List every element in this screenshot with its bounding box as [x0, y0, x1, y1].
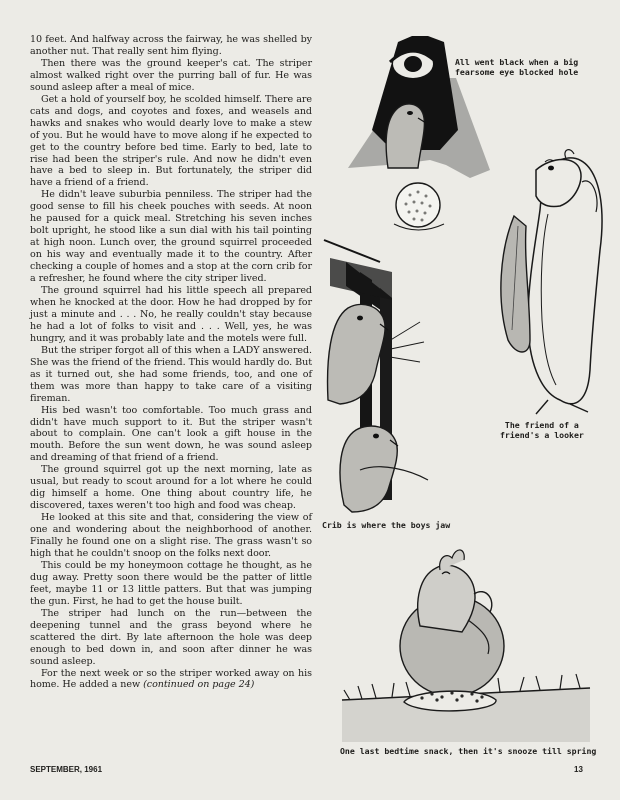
- paragraph: 10 feet. And halfway across the fairway, he was shelled by another nut. That really sent him flying.: [30, 34, 312, 57]
- paragraph: Then there was the ground keeper's cat. The striper almost walked right over the purring ball of fur. He was sound asleep after a meal of mice.: [30, 57, 312, 93]
- paragraph: His bed wasn't too comfortable. Too much grass and didn't have much support to it. But the striper wasn't about to complain. One can't look a gift house in the mouth. Before the sun went down, he was sound asleep and dreaming of that friend of a friend.: [30, 404, 312, 464]
- lady-squirrel-illustration: [501, 150, 602, 414]
- article-text: [30, 34, 312, 691]
- caption-line: friend's a looker: [500, 430, 584, 440]
- paragraph: But the striper forgot all of this when a LADY answered. She was the friend of the friend. This would hardly do. But as it turned out, she had some friends, too, and one of them was more than happy to take care of a visiting fireman.: [30, 344, 312, 404]
- caption-line: All went black when a big: [455, 57, 579, 67]
- paragraph: The ground squirrel got up the next morning, late as usual, but ready to scout around for a lot where he could dig himself a home. One thing about country life, he discovered, taxes weren't too high and food was cheap.: [30, 464, 312, 512]
- paragraph: He looked at this site and that, considering the view of one and wondering about the neighborhood of another. Finally he found one on a slight rise. The grass wasn't so high that he couldn't snoop on the folks next door.: [30, 512, 312, 559]
- paragraph: He didn't leave suburbia penniless. The striper had the good sense to fill his cheek pouches with seeds. At noon he paused for a quick meal. Stretching his seven inches bolt upright, he stood like a sun dial with his tail pointing at high noon. Lunch over, the ground squirrel proceeded on his way and eventually made it to the country. After checking a couple of homes and a stop at the corn crib for a refresher, he found where the city striper lived.: [30, 189, 312, 285]
- paragraph: This could be my honeymoon cottage he thought, as he dug away. Pretty soon there would be the patter of little feet, maybe 11 or 13 little patters. But that was jumping the gun. First, he had to get the house built.: [30, 559, 312, 607]
- crib-illustration: [322, 240, 428, 520]
- caption-snack: One last bedtime snack, then it's snooze till spring: [340, 746, 597, 756]
- caption-crib: Crib is where the boys jaw: [322, 520, 451, 530]
- caption-eye: [455, 57, 578, 77]
- caption-line: fearsome eye blocked hole: [455, 67, 579, 77]
- footer-date: SEPTEMBER, 1961: [30, 765, 103, 774]
- caption-looker: [500, 420, 584, 440]
- paragraph: Get a hold of yourself boy, he scolded himself. There are cats and dogs, and coyotes and foxes, and weasels and hawks and snakes who would dearly love to make a stew of you. But he would have to move along if he expected to get to the country before bed time. Early to bed, late to rise had been the striper's rule. And now he didn't even have a bed to sleep in. But fortunately, the striper did have a friend of a friend.: [30, 93, 312, 189]
- last-paragraph-text: For the next week or so the striper worked away on his home. He added a new: [30, 667, 312, 691]
- paragraph: The ground squirrel had his little speech all prepared when he knocked at the door. How he had dropped by for just a minute and . . . No, he really couldn't stay because he had a lot of folks to visit and . . . Well, yes, he was hungry, and it was probably late and the motels were full.: [30, 285, 312, 344]
- paragraph: The striper had lunch on the run—between the deepening tunnel and the grass beyond where he scattered the dirt. By late afternoon the hole was deep enough to bed down in, and soon after dinner he was sound asleep.: [30, 607, 312, 667]
- caption-line: The friend of a: [504, 420, 579, 430]
- illustrations: [318, 0, 620, 760]
- paragraph: [30, 668, 312, 692]
- snack-illustration: [342, 550, 590, 742]
- continued-note: (continued on page 24): [143, 679, 255, 691]
- page-number: 13: [574, 765, 583, 774]
